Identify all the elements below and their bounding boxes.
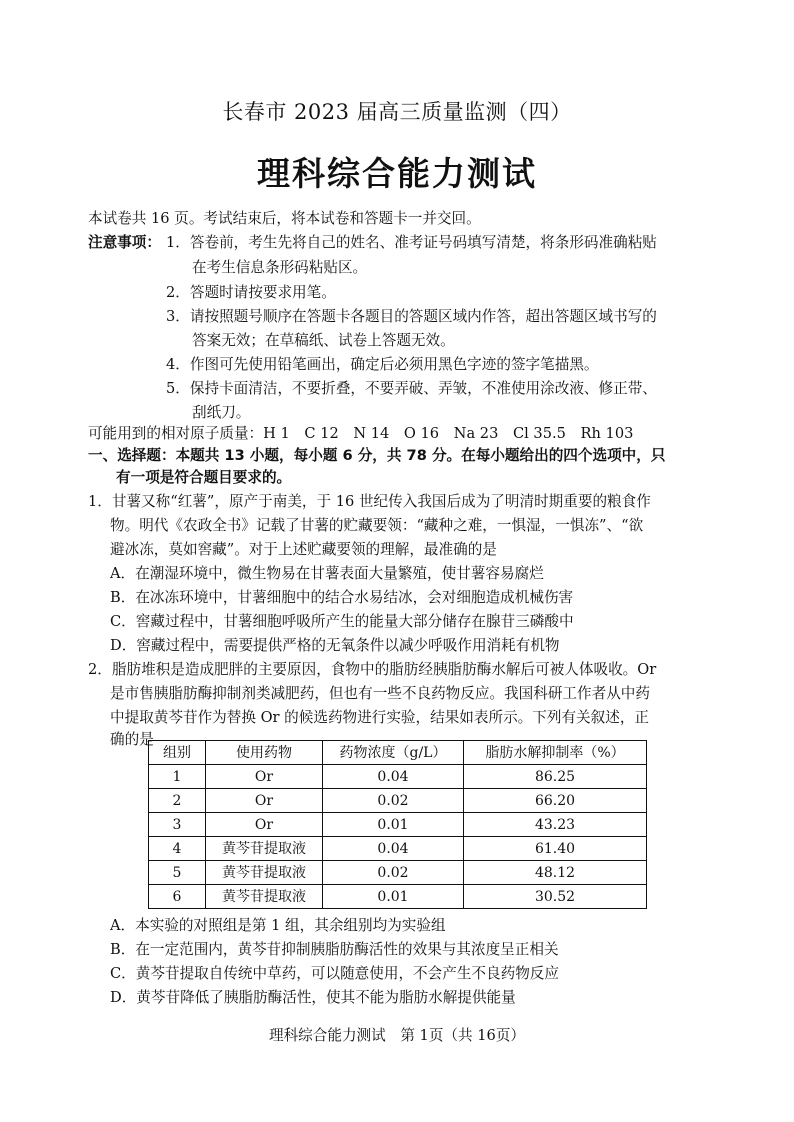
q2-stem-line-1: 2．脂肪堆积是造成肥胖的主要原因，食物中的脂肪经胰脂肪酶水解后可被人体吸收。Or [88,661,657,678]
cell-inhibition: 66.20 [464,789,647,813]
cell-drug: Or [206,765,323,789]
atomic-masses: 可能用到的相对原子质量：H 1 C 12 N 14 O 16 Na 23 Cl 35.5 Rh 103 [88,425,634,442]
table-header-row [149,741,647,765]
col-header-drug: 使用药物 [206,741,323,765]
cell-inhibition: 61.40 [464,837,647,861]
cell-concentration: 0.01 [323,885,464,909]
col-header-inhibition: 脂肪水解抑制率（%） [464,741,647,765]
q2-option-a: A．本实验的对照组是第 1 组，其余组别均为实验组 [110,917,446,934]
notice-item-2: 2．答题时请按要求用笔。 [166,284,336,301]
cell-group: 1 [149,765,206,789]
col-header-concentration: 药物浓度（g/L） [323,741,464,765]
cell-inhibition: 86.25 [464,765,647,789]
notice-label: 注意事项： [88,234,161,251]
cell-drug: Or [206,813,323,837]
q2-option-d: D．黄芩苷降低了胰脂肪酶活性，使其不能为脂肪水解提供能量 [110,989,516,1006]
notice-item-5-cont: 刮纸刀。 [192,404,251,421]
results-table [148,740,647,909]
cell-group: 2 [149,789,206,813]
table-row [149,861,647,885]
section-heading-cont: 有一项是符合题目要求的。 [116,469,292,486]
q1-stem-line-1: 1．甘薯又称“红薯”，原产于南美，于 16 世纪传入我国后成为了明清时期重要的粮食作 [88,493,651,510]
section-heading: 一、选择题：本题共 13 小题，每小题 6 分，共 78 分。在每小题给出的四个选项中，只 [88,447,666,464]
cell-drug: 黄芩苷提取液 [206,885,323,909]
exam-title: 理科综合能力测试 [257,154,537,193]
q1-option-b: B．在冰冻环境中，甘薯细胞中的结合水易结冰，会对细胞造成机械伤害 [110,589,574,606]
q1-option-c: C．窖藏过程中，甘薯细胞呼吸所产生的能量大部分储存在腺苷三磷酸中 [110,613,574,630]
q2-option-c: C．黄芩苷提取自传统中草药，可以随意使用，不会产生不良药物反应 [110,965,559,982]
cell-group: 5 [149,861,206,885]
table-row [149,765,647,789]
cell-concentration: 0.01 [323,813,464,837]
notice-item-3: 3．请按照题号顺序在答题卡各题目的答题区域内作答，超出答题区域书写的 [166,308,657,325]
cell-concentration: 0.02 [323,861,464,885]
notice-item-1-cont: 在考生信息条形码粘贴区。 [192,259,368,276]
q2-stem-line-2: 是市售胰脂肪酶抑制剂类减肥药，但也有一些不良药物反应。我国科研工作者从中药 [110,685,650,702]
table-row [149,837,647,861]
cell-inhibition: 43.23 [464,813,647,837]
cell-drug: 黄芩苷提取液 [206,861,323,885]
notice-item-5: 5．保持卡面清洁，不要折叠，不要弄破、弄皱，不准使用涂改液、修正带、 [166,380,657,397]
cell-drug: 黄芩苷提取液 [206,837,323,861]
page-footer: 理科综合能力测试 第 1页（共 16页） [268,1027,526,1044]
table-row [149,813,647,837]
cell-group: 3 [149,813,206,837]
table-row [149,789,647,813]
q2-stem-line-4: 确的是 [110,731,154,748]
notice-item-4: 4．作图可先使用铅笔画出，确定后必须用黑色字迹的签字笔描黑。 [166,356,599,373]
notice-item-3-cont: 答案无效；在草稿纸、试卷上答题无效。 [192,332,455,349]
col-header-group: 组别 [149,741,206,765]
table-row [149,885,647,909]
intro-text: 本试卷共 16 页。考试结束后，将本试卷和答题卡一并交回。 [88,210,481,227]
notice-item-1: 1．答卷前，考生先将自己的姓名、准考证号码填写清楚，将条形码准确粘贴 [166,234,657,251]
cell-concentration: 0.02 [323,789,464,813]
cell-concentration: 0.04 [323,765,464,789]
cell-concentration: 0.04 [323,837,464,861]
cell-group: 4 [149,837,206,861]
exam-subtitle: 长春市 2023 届高三质量监测（四） [222,100,572,124]
cell-inhibition: 30.52 [464,885,647,909]
cell-inhibition: 48.12 [464,861,647,885]
cell-drug: Or [206,789,323,813]
q1-stem-line-3: 避冰冻，莫如窖藏”。对于上述贮藏要领的理解，最准确的是 [110,541,497,558]
q2-stem-line-3: 中提取黄芩苷作为替换 Or 的候选药物进行实验，结果如表所示。下列有关叙述，正 [110,709,650,726]
q1-option-d: D．窖藏过程中，需要提供严格的无氧条件以减少呼吸作用消耗有机物 [110,637,560,654]
q1-option-a: A．在潮湿环境中，微生物易在甘薯表面大量繁殖，使甘薯容易腐烂 [110,565,544,582]
q2-option-b: B．在一定范围内，黄芩苷抑制胰脂肪酶活性的效果与其浓度呈正相关 [110,941,559,958]
q1-stem-line-2: 物。明代《农政全书》记载了甘薯的贮藏要领：“藏种之难，一惧湿，一惧冻”、“欲 [110,517,644,534]
cell-group: 6 [149,885,206,909]
